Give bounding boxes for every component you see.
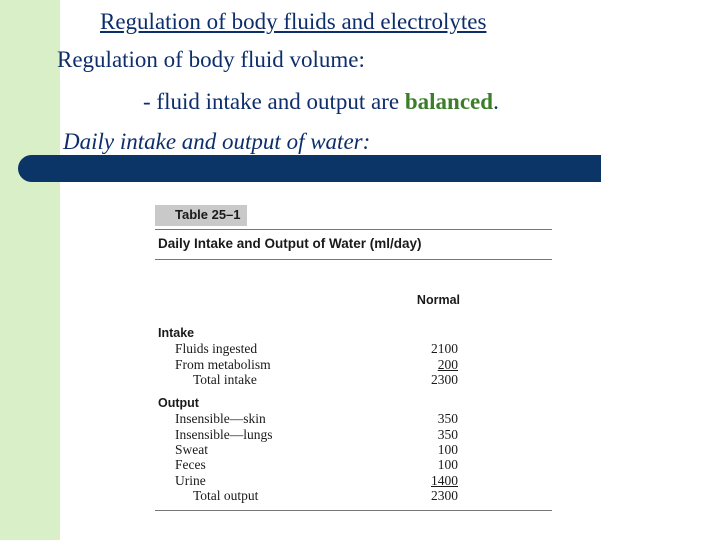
table-tag: Table 25–1 bbox=[155, 205, 247, 226]
bullet-suffix: . bbox=[493, 89, 499, 114]
row-value: 2300 bbox=[431, 487, 458, 503]
table-section-header bbox=[155, 396, 552, 411]
table-row bbox=[155, 488, 552, 503]
table-row bbox=[155, 473, 552, 488]
slide-subheading: Regulation of body fluid volume: bbox=[57, 47, 365, 72]
column-header: Normal bbox=[416, 293, 460, 307]
row-label: Insensible—lungs bbox=[175, 426, 273, 442]
row-label: Insensible—skin bbox=[175, 411, 266, 427]
row-value: 1400 bbox=[431, 472, 458, 488]
table-section-header bbox=[155, 326, 552, 341]
bullet-highlight: balanced bbox=[404, 89, 494, 114]
row-value: 350 bbox=[437, 411, 458, 427]
row-label: Total output bbox=[193, 487, 259, 503]
section-title: Intake bbox=[158, 326, 195, 340]
italic-caption: Daily intake and output of water: bbox=[63, 129, 371, 154]
row-value: 350 bbox=[437, 426, 458, 442]
bullet-text: - fluid intake and output are bbox=[143, 89, 400, 114]
row-value: 2100 bbox=[431, 341, 458, 357]
slide-heading: Regulation of body fluids and electrolytes bbox=[100, 9, 487, 34]
table-row bbox=[155, 357, 552, 372]
table-row bbox=[155, 427, 552, 442]
table-bottom-rule bbox=[155, 510, 552, 511]
row-label: Sweat bbox=[175, 442, 208, 458]
row-label: Fluids ingested bbox=[175, 341, 258, 357]
table-body bbox=[155, 326, 552, 503]
table-row bbox=[155, 442, 552, 457]
row-value: 100 bbox=[437, 442, 458, 458]
row-label: Total intake bbox=[193, 371, 257, 387]
row-value: 100 bbox=[437, 457, 458, 473]
table-row bbox=[155, 372, 552, 387]
row-value: 2300 bbox=[431, 371, 458, 387]
bullet-line bbox=[143, 89, 499, 115]
row-label: Urine bbox=[175, 472, 206, 488]
row-value: 200 bbox=[437, 356, 458, 372]
table-row bbox=[155, 411, 552, 426]
table-row bbox=[155, 457, 552, 472]
table-caption: Daily Intake and Output of Water (ml/day) bbox=[155, 230, 552, 260]
table-row bbox=[155, 341, 552, 356]
row-label: Feces bbox=[175, 457, 206, 473]
section-title: Output bbox=[158, 396, 199, 411]
water-table bbox=[155, 205, 552, 511]
row-label: From metabolism bbox=[175, 356, 271, 372]
left-accent-strip bbox=[0, 0, 60, 540]
decorative-bar bbox=[18, 155, 601, 182]
section-gap bbox=[155, 387, 552, 396]
